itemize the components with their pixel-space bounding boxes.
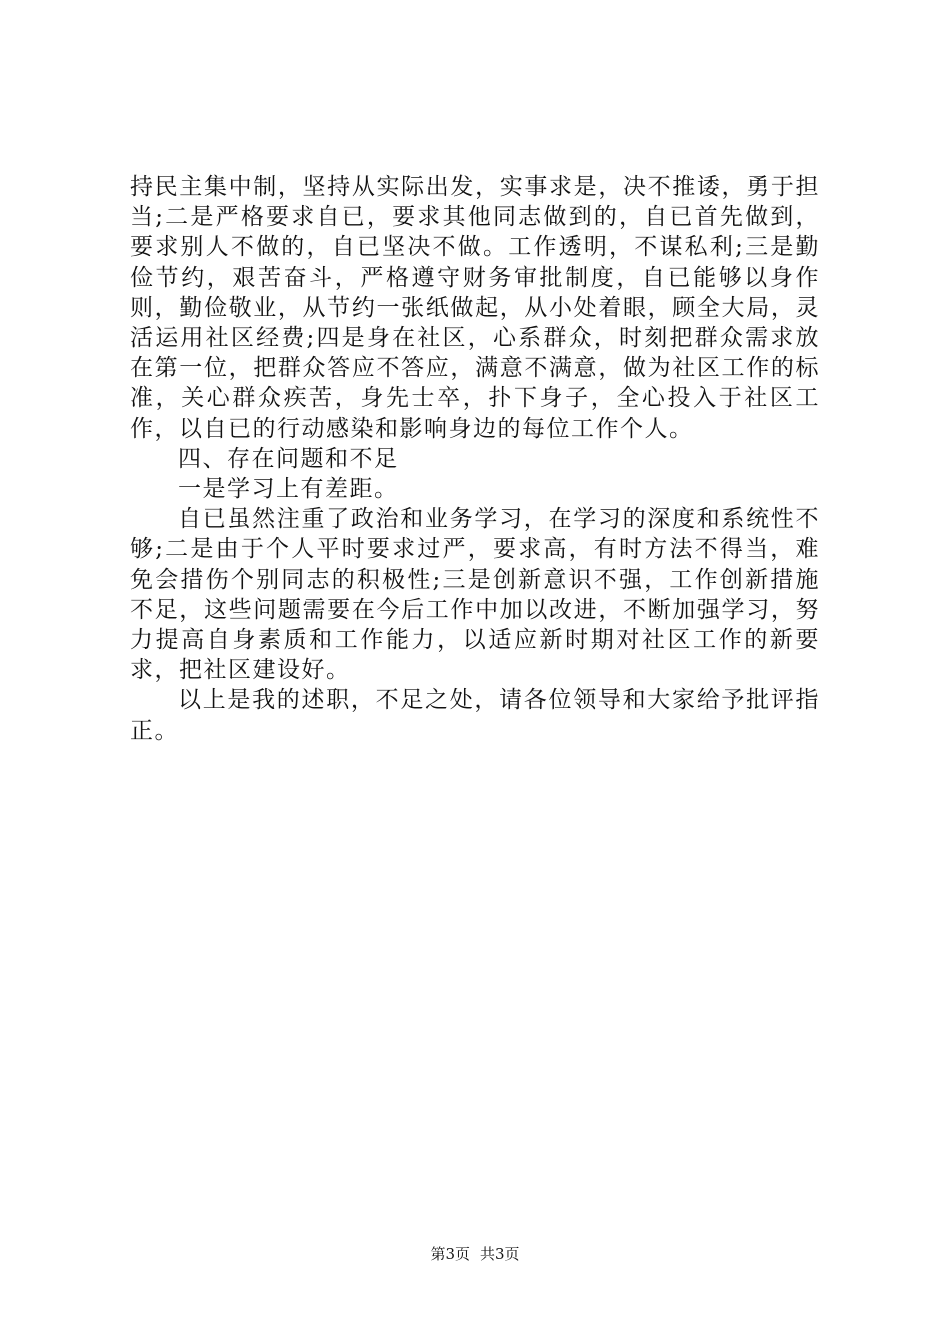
paragraph-closing: 以上是我的述职，不足之处，请各位领导和大家给予批评指正。 — [130, 687, 820, 744]
document-body — [130, 172, 820, 746]
paragraph-shortcomings: 自已虽然注重了政治和业务学习，在学习的深度和系统性不够;二是由于个人平时要求过严，要求高，有时方法不得当，难免会措伤个别同志的积极性;三是创新意识不强，工作创新措施不足，这些问题需要在今后工作中加以改进，不断加强学习，努力提高自身素质和工作能力，以适应新时期对社区工作的新要求，把社区建设好。 — [130, 506, 820, 684]
section-heading: 四、存在问题和不足 — [178, 445, 399, 472]
sub-heading: 一是学习上有差距。 — [178, 476, 399, 503]
page-footer — [0, 1244, 950, 1264]
page-number: 第3页 — [430, 1245, 470, 1263]
paragraph-continued: 持民主集中制，坚持从实际出发，实事求是，决不推诿，勇于担当;二是严格要求自已，要求其他同志做到的，自已首先做到，要求别人不做的，自已坚决不做。工作透明，不谋私利;三是勤俭节约，艰苦奋斗，严格遵守财务审批制度，自已能够以身作则，勤俭敬业，从节约一张纸做起，从小处着眼，顾全大局，灵活运用社区经费;四是身在社区，心系群众，时刻把群众需求放在第一位，把群众答应不答应，满意不满意，做为社区工作的标准，关心群众疾苦，身先士卒，扑下身子，全心投入于社区工作，以自已的行动感染和影响身边的每位工作个人。 — [130, 174, 820, 442]
page-total: 共3页 — [480, 1245, 520, 1263]
